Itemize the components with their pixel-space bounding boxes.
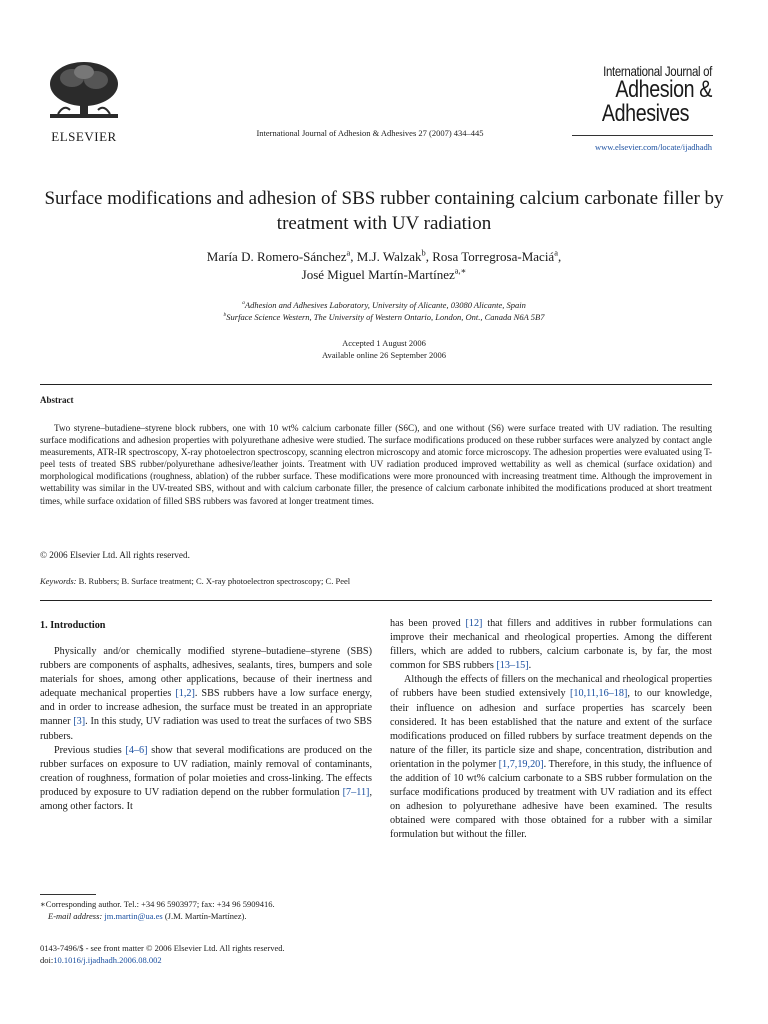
abstract-text: Two styrene–butadiene–styrene block rubbers, one with 10 wt% calcium carbonate filler (S6C), and one without (S6) were surface treated with UV radiation. The resulting surface modifications and adhesion properties with polyurethane adhesive were studied. The surface modifications produced on these rubber surfaces were analyzed by contact angle measurements, ATR-IR spectroscopy, X-ray photoelectron spectroscopy, scanning electron microscopy and atomic force microscopy. The adhesion properties were evaluated using T-peel tests of treated SBS rubber/polyurethane adhesive/leather joints. Treatment with UV radiation produced improved wettability as well as chemical (surface oxidation) and morphological modifications (roughness, ablation) of the rubber surface. These modifications were more pronounced with increasing treatment time. Although the improvement in wettability was similar in the UV-treated SBS, without and with calcium carbonate filler, the presence of calcium carbonate inhibited the modifications produced at short treatment times, while surface oxidation of filled SBS rubbers was favored at longer treatment times. [40, 423, 712, 506]
author-affil-sup: a [554, 247, 558, 258]
author-affil-sup: a,∗ [454, 265, 467, 276]
abstract-copyright: © 2006 Elsevier Ltd. All rights reserved. [40, 550, 190, 560]
footnote-rule [40, 894, 96, 895]
body-column-left [40, 645, 372, 814]
journal-logo-line1: International Journal of [603, 63, 712, 79]
publisher-name: ELSEVIER [51, 129, 117, 144]
keywords [40, 576, 712, 586]
paragraph: Previous studies [4–6] show that several modifications are produced on the rubber surfaces on exposure to UV radiation, mainly removal of contaminants, creation of roughness, formation of polar moieties and cross-linking. The effects produced by exposure to UV radiation depend on the rubber formulation [7–11], among other factors. It [40, 744, 372, 813]
paragraph: Although the effects of fillers on the mechanical and rheological properties of rubbers have been studied extensively [10,11,16–18], to our knowledge, their influence on adhesion and surface properties has scarcely been considered. It has been established that the nature and extent of the surface modifications produced on filled rubbers by surface treatment depends on the nature of the filler, its particle size and shape, concentration, distribution and orientation in the polymer [1,7,19,20]. Therefore, in this study, the influence of the addition of 10 wt% calcium carbonate to a SBS rubber formulation on the surface modifications produced by treatment with UV radiation and its effect on adhesion to polyurethane adhesive have been examined. The results obtained were compared with those obtained for a rubber with a similar formulation but without the filler. [390, 674, 713, 841]
email-link[interactable]: jm.martin@ua.es [104, 911, 163, 921]
author-affil-sup: a [346, 247, 351, 258]
author-name[interactable]: , M.J. Walzak [350, 249, 422, 264]
author-name[interactable]: María D. Romero-Sánchez [206, 249, 347, 264]
page-footer [40, 942, 380, 966]
citation-link[interactable]: [1,2] [175, 688, 195, 700]
citation-link[interactable]: [10,11,16–18] [570, 688, 628, 700]
email-label: E-mail address: [48, 911, 103, 921]
author-name[interactable]: José Miguel Martín-Martínez [301, 267, 455, 282]
journal-logo-line2: Adhesion & [615, 76, 712, 103]
keywords-label: Keywords: [40, 576, 77, 586]
body-column-right [390, 617, 712, 843]
footnote [40, 898, 372, 922]
divider [40, 384, 712, 385]
citation-link[interactable]: [1,7,19,20] [498, 758, 544, 770]
citation-link[interactable]: [12] [465, 618, 483, 629]
journal-logo [562, 64, 712, 126]
issn-line: 0143-7496/$ - see front matter © 2006 Elsevier Ltd. All rights reserved. [40, 943, 285, 953]
available-date: Available online 26 September 2006 [321, 350, 446, 360]
citation-link[interactable]: [4–6] [125, 744, 148, 756]
article-title: Surface modifications and adhesion of SBS rubber containing calcium carbonate filler by treatment with UV radiation [44, 188, 724, 234]
citation-link[interactable]: [7–11] [342, 786, 370, 798]
article-dates [70, 337, 698, 361]
section-heading: 1. Introduction [40, 620, 106, 631]
paragraph: Physically and/or chemically modified styrene–butadiene–styrene (SBS) rubbers are components of asphalts, adhesives, sealants, tires, bumpers and sole materials for shoes, among other applications, because of their inertness and adequate mechanical properties [1,2]. SBS rubbers have a low surface energy, and in order to increase adhesion, the surface must be treated in an appropriate manner [3]. In this study, UV radiation was used to treat the surfaces of two SBS rubbers. [40, 646, 372, 742]
elsevier-tree-icon [44, 60, 124, 122]
affiliation-b: $^b$Surface Science Western, The University of Western Ontario, London, Ont., Canada N6A 5B7 [223, 312, 545, 322]
author-affil-sup: b [421, 247, 426, 258]
email-line: E-mail address: jm.martin@ua.es (J.M. Martín-Martínez). [48, 911, 247, 921]
journal-url-link[interactable]: www.elsevier.com/locate/ijadhadh [595, 142, 712, 152]
affiliation-a: $^a$Adhesion and Adhesives Laboratory, University of Alicante, 03080 Alicante, Spain [242, 300, 526, 310]
citation-link[interactable]: [3] [73, 716, 86, 728]
corresponding-author: ∗Corresponding author. Tel.: +34 96 5903977; fax: +34 96 5909416. [40, 899, 275, 909]
accepted-date: Accepted 1 August 2006 [342, 338, 426, 348]
paragraph: has been proved [12] that fillers and additives in rubber formulations can improve their mechanical and rheological properties. Among the different fillers, which are added to rubbers, calcium carbonate is, by far, the most common for SBS rubbers [13–15]. [390, 618, 712, 672]
keywords-text: B. Rubbers; B. Surface treatment; C. X-ray photoelectron spectroscopy; C. Peel [76, 576, 351, 586]
journal-logo-line3: Adhesives [601, 100, 690, 127]
citation-link[interactable]: [13–15] [496, 660, 529, 672]
affiliations [70, 299, 698, 323]
author-list [70, 248, 698, 284]
doi-link[interactable]: 10.1016/j.ijadhadh.2006.08.002 [53, 955, 162, 965]
author-name[interactable]: , Rosa Torregrosa-Maciá [425, 249, 555, 264]
journal-citation: International Journal of Adhesion & Adhesives 27 (2007) 434–445 [256, 128, 484, 138]
journal-logo-rule [572, 135, 713, 136]
abstract-heading: Abstract [40, 395, 74, 405]
publisher-logo [38, 60, 130, 145]
doi-line: doi:10.1016/j.ijadhadh.2006.08.002 [40, 955, 162, 965]
author-separator: , [557, 249, 562, 264]
divider [40, 600, 712, 601]
